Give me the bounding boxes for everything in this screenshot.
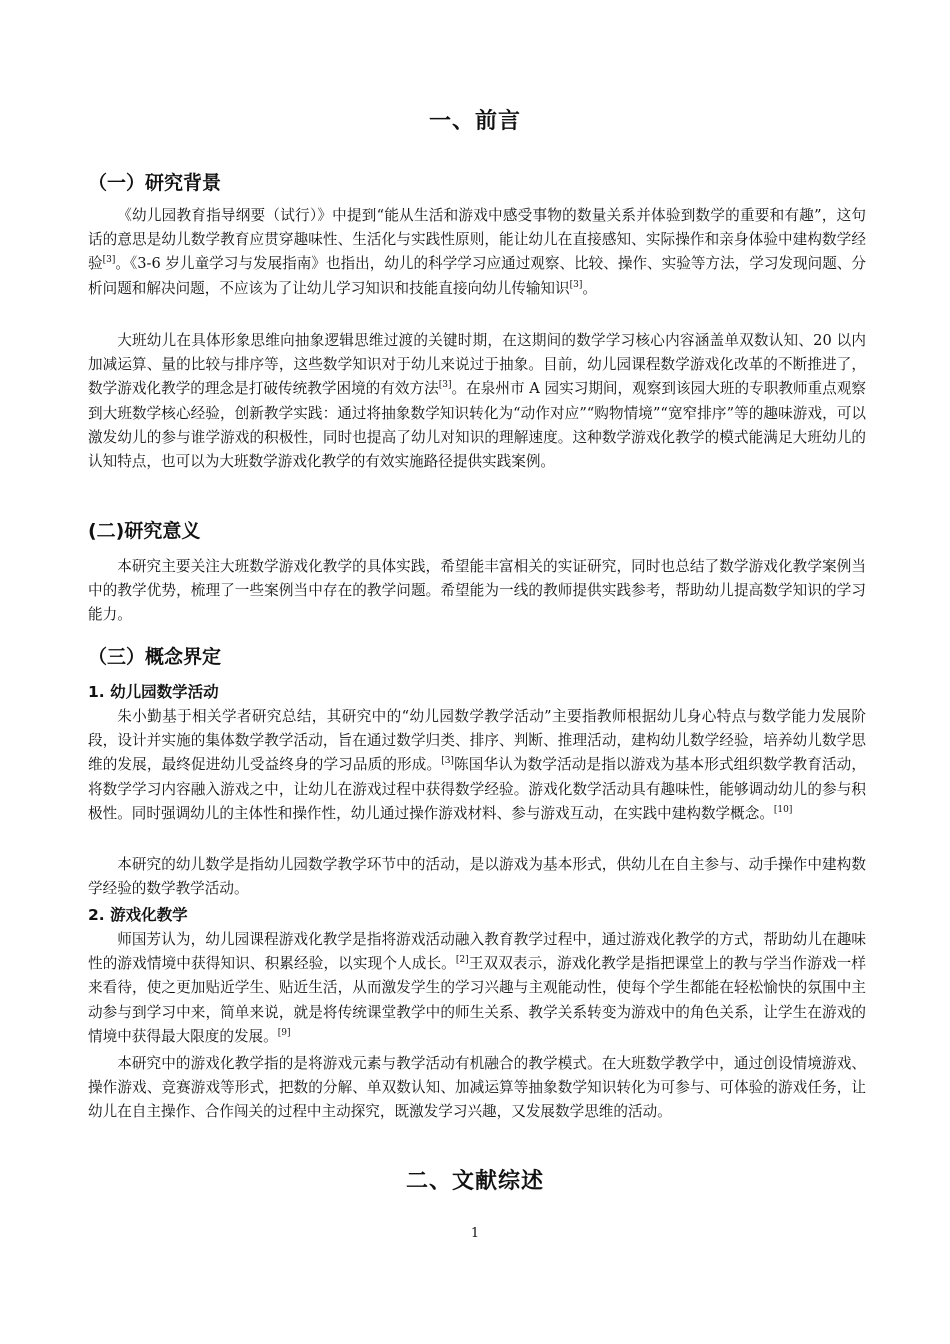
subsection-title-definition: （三）概念界定 xyxy=(88,646,222,668)
paragraph-math-activity-2: 本研究的幼儿数学是指幼儿园数学教学环节中的活动，是以游戏为基本形式，供幼儿在自主参与、动手操作中建构数学经验的数学教学活动。 xyxy=(88,856,866,898)
paragraph-background-2: 大班幼儿在具体形象思维向抽象逻辑思维过渡的关键时期，在这期间的数学学习核心内容涵盖单双数认知、20 以内加减运算、量的比较与排序等，这些数学知识对于幼儿来说过于抽象。目前，幼儿园课程数学游戏化改革的不断推进了，数学游戏化教学的理念是打破传统教学困境的有效方法[3]。在泉州市 A 园实习期间，观察到该园大班的专职教师重点观察到大班数学核心经验，创新教学实践：通过将抽象数学知识转化为“动作对应”“购物情境”“宽窄排序”等的趣味游戏，可以激发幼儿的参与谁学游戏的积极性，同时也提高了幼儿对知识的理解速度。这种数学游戏化教学的模式能满足大班幼儿的认知特点，也可以为大班数学游戏化教学的有效实施路径提供实践案例。 xyxy=(88,332,866,471)
subsection-title-background: （一）研究背景 xyxy=(88,172,222,194)
paragraph-background-1: 《幼儿园教育指导纲要（试行）》中提到“能从生活和游戏中感受事物的数量关系并体验到数学的重要和有趣”，这句话的意思是幼儿数学教育应贯穿趣味性、生活化与实践性原则，能让幼儿在直接感知、实际操作和亲身体验中建构数学经验[3]。《3-6 岁儿童学习与发展指南》也指出，幼儿的科学学习应通过观察、比较、操作、实验等方法，学习发现问题、分析问题和解决问题，不应该为了让幼儿学习知识和技能直接向幼儿传输知识[3]。 xyxy=(88,207,866,297)
citation: [3] xyxy=(438,380,452,391)
citation: [2] xyxy=(455,955,469,966)
citation: [9] xyxy=(277,1027,291,1038)
paragraph-significance: 本研究主要关注大班数学游戏化教学的具体实践，希望能丰富相关的实证研究，同时也总结了数学游戏化教学案例当中的教学优势，梳理了一些案例当中存在的教学问题。希望能为一线的教师提供实践参考，帮助幼儿提高数学知识的学习能力。 xyxy=(88,558,866,624)
section-title-literature: 二、文献综述 xyxy=(405,1169,544,1194)
subsection-title-significance: (二)研究意义 xyxy=(88,520,201,542)
subheading-gamified-teaching: 2. 游戏化教学 xyxy=(88,906,188,924)
citation: [3] xyxy=(102,255,116,266)
citation: [10] xyxy=(773,804,793,815)
paragraph-math-activity-1: 朱小勤基于相关学者研究总结，其研究中的“幼儿园数学教学活动”主要指教师根据幼儿身心特点与数学能力发展阶段，设计并实施的集体数学教学活动，旨在通过数学归类、排序、判断、推理活动，建构幼儿数学经验，培养幼儿数学思维的发展，最终促进幼儿受益终身的学习品质的形成。[3]陈国华认为数学活动是指以游戏为基本形式组织数学教育活动，将数学学习内容融入游戏之中，让幼儿在游戏过程中获得数学经验。游戏化数学活动具有趣味性，能够调动幼儿的参与积极性。同时强调幼儿的主体性和操作性，幼儿通过操作游戏材料、参与游戏互动，在实践中建构数学概念。[10] xyxy=(88,708,866,822)
subheading-math-activity: 1. 幼儿园数学活动 xyxy=(88,683,219,701)
page-number: 1 xyxy=(470,1226,480,1241)
section-title-preface: 一、前言 xyxy=(428,109,521,134)
paragraph-gamified-teaching-1: 师国芳认为，幼儿园课程游戏化教学是指将游戏活动融入教育教学过程中，通过游戏化教学的方式，帮助幼儿在趣味性的游戏情境中获得知识、积累经验，以实现个人成长。[2]王双双表示，游戏化教学是指把课堂上的教与学当作游戏一样来看待，使之更加贴近学生、贴近生活，从而激发学生的学习兴趣与主观能动性，使每个学生都能在轻松愉快的氛围中主动参与到学习中来，简单来说，就是将传统课堂教学中的师生关系、教学关系转变为游戏中的角色关系，让学生在游戏的情境中获得最大限度的发展。[9] xyxy=(88,931,866,1045)
citation: [3] xyxy=(441,756,454,767)
paragraph-gamified-teaching-2: 本研究中的游戏化教学指的是将游戏元素与教学活动有机融合的教学模式。在大班数学教学中，通过创设情境游戏、操作游戏、竞赛游戏等形式，把数的分解、单双数认知、加减运算等抽象数学知识转化为可参与、可体验的游戏任务，让幼儿在自主操作、合作闯关的过程中主动探究，既激发学习兴趣，又发展数学思维的活动。 xyxy=(88,1055,866,1121)
citation: [3] xyxy=(569,279,583,290)
